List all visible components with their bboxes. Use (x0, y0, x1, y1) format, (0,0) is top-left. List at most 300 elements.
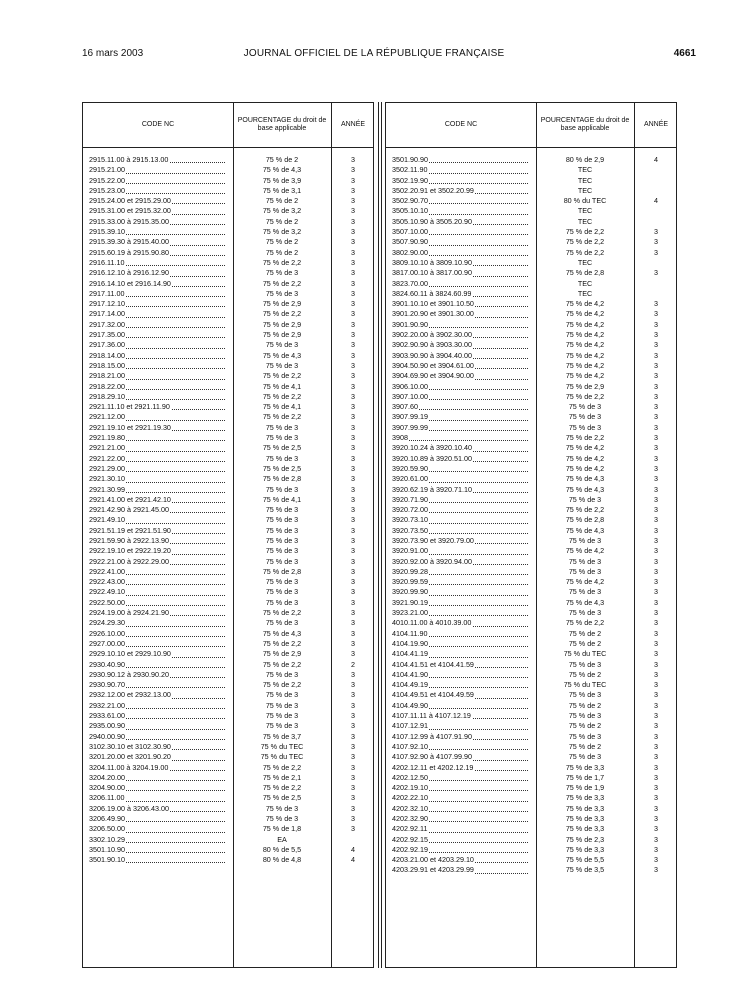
nc-code: 2921.29.00 (89, 464, 229, 474)
table-row (386, 660, 676, 670)
nc-code: 2921.11.10 et 2921.11.90 (89, 402, 229, 412)
table-row (386, 268, 676, 278)
table-row (83, 351, 373, 361)
table-row (386, 567, 676, 577)
nc-code: 4107.12.99 à 4107.91.90 (392, 732, 532, 742)
nc-code: 3802.90.00 (392, 248, 532, 258)
rate-cell: 75 % de 3 (568, 402, 602, 412)
year-cell: 3 (351, 278, 355, 288)
table-row (386, 361, 676, 371)
table-row (83, 598, 373, 608)
year-cell: 4 (351, 855, 355, 865)
table-row (83, 752, 373, 762)
rate-cell: 75 % de 2,2 (262, 680, 302, 690)
nc-code: 2918.29.10 (89, 392, 229, 402)
rate-cell: 75 % de 3 (265, 546, 299, 556)
table-row (83, 629, 373, 639)
rate-cell: 75 % du TEC (260, 741, 304, 751)
rate-cell: 75 % de 4,2 (565, 443, 605, 453)
year-cell: 3 (654, 556, 658, 566)
table-row (83, 845, 373, 855)
nc-code: 2915.23.00 (89, 186, 229, 196)
rate-cell: 75 % de 2 (265, 237, 299, 247)
table-row (83, 680, 373, 690)
table-row (386, 814, 676, 824)
rate-cell: 75 % de 2,9 (262, 299, 302, 309)
table-row (386, 320, 676, 330)
year-cell: 3 (351, 505, 355, 515)
table-row (386, 402, 676, 412)
year-cell: 3 (654, 319, 658, 329)
rate-cell: 75 % de 4,3 (565, 474, 605, 484)
year-cell: 3 (351, 741, 355, 751)
year-cell: 3 (654, 762, 658, 772)
rate-cell: 75 % de 2,5 (262, 793, 302, 803)
nc-code: 2932.21.00 (89, 701, 229, 711)
table-row (386, 485, 676, 495)
table-row (83, 330, 373, 340)
nc-code: 3204.11.00 à 3204.19.00 (89, 763, 229, 773)
year-cell: 3 (654, 721, 658, 731)
rate-cell: 75 % de 3 (568, 659, 602, 669)
nc-code: 4202.22.10 (392, 793, 532, 803)
nc-code: 3505.10.10 (392, 206, 532, 216)
nc-code: 2916.12.10 à 2916.12.90 (89, 268, 229, 278)
nc-code: 3102.30.10 et 3102.30.90 (89, 742, 229, 752)
table-row (83, 423, 373, 433)
year-cell: 3 (654, 371, 658, 381)
nc-code: 4203.21.00 et 4203.29.10 (392, 855, 532, 865)
rate-cell: 75 % de 4,2 (565, 299, 605, 309)
table-row (386, 557, 676, 567)
nc-code: 2915.11.00 à 2915.13.00 (89, 155, 229, 165)
year-cell: 3 (351, 680, 355, 690)
nc-code: 2921.42.90 à 2921.45.00 (89, 505, 229, 515)
year-cell: 3 (351, 350, 355, 360)
nc-code: 4104.19.90 (392, 639, 532, 649)
rate-cell: 75 % de 2,5 (262, 463, 302, 473)
year-cell: 3 (351, 216, 355, 226)
nc-code: 3501.90.90 (392, 155, 532, 165)
table-row (83, 618, 373, 628)
page-number: 4661 (673, 48, 696, 59)
table-row (386, 289, 676, 299)
table-row (386, 330, 676, 340)
rate-cell: 75 % de 4,2 (565, 350, 605, 360)
year-cell: 3 (654, 525, 658, 535)
year-cell: 3 (654, 618, 658, 628)
year-cell: 3 (351, 814, 355, 823)
table-row (386, 742, 676, 752)
rate-cell: 75 % de 2,2 (262, 783, 302, 793)
year-cell: 3 (654, 350, 658, 360)
year-cell: 3 (654, 360, 658, 370)
table-row (83, 763, 373, 773)
table-row (386, 495, 676, 505)
year-cell: 3 (351, 381, 355, 391)
nc-code: 3923.21.00 (392, 608, 532, 618)
nc-code: 3920.73.50 (392, 526, 532, 536)
nc-code: 3201.20.00 et 3201.90.20 (89, 752, 229, 762)
year-cell: 3 (351, 762, 355, 772)
year-cell: 3 (351, 535, 355, 545)
rate-cell: 75 % de 3 (568, 731, 602, 741)
nc-code: 2915.39.30 à 2915.40.00 (89, 237, 229, 247)
table-row (386, 639, 676, 649)
rate-cell: 75 % de 3 (265, 721, 299, 731)
year-cell: 3 (351, 443, 355, 453)
rate-cell: 80 % du TEC (563, 196, 607, 206)
rate-cell: 75 % de 3 (265, 587, 299, 597)
nc-code: 2932.12.00 et 2932.13.00 (89, 690, 229, 700)
rate-cell: 75 % de 2,2 (565, 247, 605, 257)
nc-code: 2916.11.10 (89, 258, 229, 268)
nc-code: 2915.60.19 à 2915.90.80 (89, 248, 229, 258)
nc-code: 2917.36.00 (89, 340, 229, 350)
rate-cell: 75 % de 3 (265, 453, 299, 463)
table-row (83, 783, 373, 793)
nc-code: 3920.99.59 (392, 577, 532, 587)
table-row (386, 423, 676, 433)
year-cell: 3 (654, 690, 658, 700)
year-cell: 3 (654, 381, 658, 391)
nc-code: 4104.11.90 (392, 629, 532, 639)
nc-code: 3920.10.89 à 3920.51.00 (392, 454, 532, 464)
table-row (83, 474, 373, 484)
rate-cell: EA (277, 834, 287, 844)
rate-cell: 75 % de 2,2 (262, 257, 302, 267)
rate-cell: 75 % de 2 (568, 741, 602, 751)
table-row (83, 649, 373, 659)
nc-code: 3920.92.00 à 3920.94.00 (392, 557, 532, 567)
table-row (83, 536, 373, 546)
header-date: 16 mars 2003 (82, 48, 144, 59)
rate-cell: 75 % de 4,3 (565, 525, 605, 535)
table-row (83, 340, 373, 350)
rate-cell: 75 % de 3 (568, 422, 602, 432)
rate-cell: 75 % de 3 (568, 535, 602, 545)
nc-code: 2917.14.00 (89, 309, 229, 319)
table-row (83, 227, 373, 237)
rate-cell: TEC (577, 278, 593, 288)
year-cell: 3 (351, 165, 355, 175)
table-row (386, 793, 676, 803)
table-row (386, 649, 676, 659)
nc-code: 3809.10.10 à 3809.10.90 (392, 258, 532, 268)
nc-code: 3907.99.19 (392, 412, 532, 422)
table-row (83, 268, 373, 278)
year-cell: 3 (351, 319, 355, 329)
year-cell: 3 (351, 340, 355, 350)
year-cell: 3 (351, 494, 355, 504)
rate-cell: 75 % de 4,2 (565, 577, 605, 587)
nc-code: 4202.92.15 (392, 835, 532, 845)
nc-code: 2921.51.19 et 2921.51.90 (89, 526, 229, 536)
year-cell: 3 (351, 196, 355, 206)
table-row (386, 701, 676, 711)
table-row (83, 248, 373, 258)
table-row (83, 670, 373, 680)
table-row (83, 392, 373, 402)
rate-cell: 80 % de 5,5 (262, 844, 302, 854)
year-cell: 3 (351, 206, 355, 216)
rate-cell: 75 % de 3 (568, 556, 602, 566)
rate-cell: 75 % de 4,2 (565, 371, 605, 381)
table-row (386, 608, 676, 618)
rate-cell: 75 % de 3 (265, 515, 299, 525)
rate-cell: TEC (577, 185, 593, 195)
rate-cell: 75 % de 3 (265, 577, 299, 587)
table-row (386, 721, 676, 731)
year-cell: 3 (351, 577, 355, 587)
rate-cell: 75 % du TEC (563, 680, 607, 690)
nc-code: 4202.19.10 (392, 783, 532, 793)
table-row (83, 711, 373, 721)
nc-code: 2918.15.00 (89, 361, 229, 371)
table-row (83, 361, 373, 371)
table-row (83, 279, 373, 289)
rate-cell: 75 % de 3 (265, 556, 299, 566)
year-cell: 3 (654, 422, 658, 432)
rate-cell: 75 % de 2,9 (262, 649, 302, 659)
nc-code: 4104.49.19 (392, 680, 532, 690)
column-separator (378, 102, 382, 968)
nc-code: 4107.92.10 (392, 742, 532, 752)
rate-cell: 75 % de 2,9 (262, 330, 302, 340)
rate-cell: 75 % de 2 (568, 721, 602, 731)
table-row (83, 495, 373, 505)
rate-cell: 75 % de 4,3 (565, 597, 605, 607)
nc-code: 3902.20.00 à 3902.30.00 (392, 330, 532, 340)
table-row (386, 237, 676, 247)
right-table (385, 102, 677, 968)
table-row (386, 670, 676, 680)
nc-code: 3920.91.00 (392, 546, 532, 556)
left-table (82, 102, 374, 968)
nc-code: 2921.19.10 et 2921.19.30 (89, 423, 229, 433)
nc-code: 2922.49.10 (89, 587, 229, 597)
rate-cell: 75 % de 3 (265, 422, 299, 432)
year-cell: 3 (654, 638, 658, 648)
rate-cell: 80 % de 4,8 (262, 855, 302, 865)
right-rows (386, 155, 676, 876)
year-cell: 3 (351, 525, 355, 535)
rate-cell: 75 % de 2 (265, 196, 299, 206)
rate-cell: 75 % de 3 (265, 618, 299, 628)
rate-cell: 75 % de 3 (568, 711, 602, 721)
nc-code: 3502.20.91 et 3502.20.99 (392, 186, 532, 196)
rate-cell: 75 % de 4,3 (565, 484, 605, 494)
year-cell: 3 (351, 257, 355, 267)
year-cell: 3 (351, 690, 355, 700)
table-row (83, 701, 373, 711)
nc-code: 3920.99.28 (392, 567, 532, 577)
year-cell: 3 (654, 474, 658, 484)
table-row (386, 165, 676, 175)
rate-cell: 75 % de 3 (265, 690, 299, 700)
journal-title: JOURNAL OFFICIEL DE LA RÉPUBLIQUE FRANÇAISE (243, 48, 505, 59)
rate-cell: 75 % de 3 (568, 566, 602, 576)
table-row (83, 299, 373, 309)
year-cell: 3 (351, 330, 355, 340)
table-row (386, 546, 676, 556)
year-cell: 3 (654, 463, 658, 473)
table-row (83, 557, 373, 567)
rate-cell: 75 % de 3 (265, 484, 299, 494)
rate-cell: 75 % de 5,5 (565, 855, 605, 865)
col-header-code: CODE NC (444, 121, 478, 128)
year-cell: 3 (654, 237, 658, 247)
nc-code: 3904.50.90 et 3904.61.00 (392, 361, 532, 371)
table-row (386, 752, 676, 762)
rate-cell: 75 % de 2 (568, 700, 602, 710)
nc-code: 3817.00.10 à 3817.00.90 (392, 268, 532, 278)
rate-cell: TEC (577, 288, 593, 298)
nc-code: 2922.43.00 (89, 577, 229, 587)
table-row (83, 824, 373, 834)
rate-cell: 75 % de 2,8 (565, 268, 605, 278)
year-cell: 3 (351, 299, 355, 309)
year-cell: 3 (351, 463, 355, 473)
nc-code: 2921.30.10 (89, 474, 229, 484)
table-row (83, 258, 373, 268)
rate-cell: 75 % de 3,9 (262, 175, 302, 185)
year-cell: 3 (654, 834, 658, 844)
rate-cell: 75 % de 2,1 (262, 772, 302, 782)
rate-cell: TEC (577, 175, 593, 185)
table-row (83, 289, 373, 299)
year-cell: 3 (654, 433, 658, 443)
nc-code: 2915.31.00 et 2915.32.00 (89, 206, 229, 216)
nc-code: 3302.10.29 (89, 835, 229, 845)
nc-code: 2916.14.10 et 2916.14.90 (89, 279, 229, 289)
nc-code: 3502.19.90 (392, 176, 532, 186)
nc-code: 4010.11.00 à 4010.39.00 (392, 618, 532, 628)
nc-code: 3906.10.00 (392, 382, 532, 392)
year-cell: 3 (351, 566, 355, 576)
nc-code: 4202.92.11 (392, 824, 532, 834)
nc-code: 3920.72.00 (392, 505, 532, 515)
table-row (386, 433, 676, 443)
nc-code: 2929.10.10 et 2929.10.90 (89, 649, 229, 659)
table-row (386, 196, 676, 206)
year-cell: 3 (654, 772, 658, 782)
nc-code: 3204.90.00 (89, 783, 229, 793)
year-cell: 3 (351, 371, 355, 381)
nc-code: 3907.10.00 (392, 392, 532, 402)
rate-cell: 75 % de 3 (568, 587, 602, 597)
table-row (83, 155, 373, 165)
col-header-pct: POURCENTAGE du droit de base applicable (540, 117, 630, 132)
nc-code: 4104.41.51 et 4104.41.59 (392, 660, 532, 670)
year-cell: 3 (351, 360, 355, 370)
year-cell: 3 (351, 515, 355, 525)
rate-cell: 75 % de 2,2 (565, 227, 605, 237)
table-row (83, 835, 373, 845)
year-cell: 3 (351, 227, 355, 237)
table-row (83, 412, 373, 422)
table-row (83, 454, 373, 464)
nc-code: 2918.22.00 (89, 382, 229, 392)
nc-code: 4202.12.11 et 4202.12.19 (392, 763, 532, 773)
year-cell: 3 (654, 505, 658, 515)
nc-code: 3505.10.90 à 3505.20.90 (392, 217, 532, 227)
table-row (386, 536, 676, 546)
rate-cell: 75 % de 2,8 (565, 515, 605, 525)
nc-code: 2926.10.00 (89, 629, 229, 639)
year-cell: 3 (351, 391, 355, 401)
nc-code: 4104.41.19 (392, 649, 532, 659)
rate-cell: 75 % de 3,3 (565, 824, 605, 834)
rate-cell: 75 % de 4,3 (262, 165, 302, 175)
rate-cell: 80 % de 2,9 (565, 155, 605, 164)
year-cell: 3 (654, 227, 658, 237)
nc-code: 3904.69.90 et 3904.90.00 (392, 371, 532, 381)
nc-code: 3920.61.00 (392, 474, 532, 484)
year-cell: 3 (654, 330, 658, 340)
nc-code: 2921.21.00 (89, 443, 229, 453)
rate-cell: 75 % de 4,3 (262, 350, 302, 360)
table-row (386, 412, 676, 422)
rate-cell: 75 % de 2,2 (262, 278, 302, 288)
table-row (83, 237, 373, 247)
year-cell: 3 (351, 669, 355, 679)
table-row (83, 196, 373, 206)
year-cell: 3 (654, 669, 658, 679)
rate-cell: 75 % de 2,2 (262, 659, 302, 669)
year-cell: 4 (654, 196, 658, 206)
year-cell: 3 (654, 587, 658, 597)
table-row (83, 165, 373, 175)
nc-code: 3501.10.90 (89, 845, 229, 855)
year-cell: 3 (351, 731, 355, 741)
rate-cell: 75 % de 3 (265, 814, 299, 823)
year-cell: 3 (654, 443, 658, 453)
table-row (386, 155, 676, 165)
table-row (83, 804, 373, 814)
year-cell: 3 (654, 597, 658, 607)
year-cell: 3 (654, 649, 658, 659)
nc-code: 3921.90.19 (392, 598, 532, 608)
nc-code: 2921.19.80 (89, 433, 229, 443)
year-cell: 3 (654, 412, 658, 422)
year-cell: 3 (654, 783, 658, 793)
table-row (386, 598, 676, 608)
nc-code: 4104.41.90 (392, 670, 532, 680)
nc-code: 3502.11.90 (392, 165, 532, 175)
nc-code: 2922.21.00 à 2922.29.00 (89, 557, 229, 567)
nc-code: 3920.10.24 à 3920.10.40 (392, 443, 532, 453)
rate-cell: 75 % de 1,9 (565, 783, 605, 793)
rate-cell: 75 % de 2,9 (262, 319, 302, 329)
table-row (386, 392, 676, 402)
year-cell: 3 (351, 268, 355, 278)
table-row (386, 454, 676, 464)
year-cell: 3 (351, 546, 355, 556)
rate-cell: 75 % de 2 (265, 247, 299, 257)
nc-code: 3206.11.00 (89, 793, 229, 803)
table-row (386, 629, 676, 639)
rate-cell: 75 % de 1,8 (262, 824, 302, 834)
table-row (386, 176, 676, 186)
table-row (83, 515, 373, 525)
year-cell: 3 (654, 608, 658, 618)
year-cell: 3 (654, 546, 658, 556)
year-cell: 3 (654, 299, 658, 309)
table-row (386, 258, 676, 268)
rate-cell: 75 % de 2,3 (565, 834, 605, 844)
rate-cell: 75 % de 4,2 (565, 360, 605, 370)
